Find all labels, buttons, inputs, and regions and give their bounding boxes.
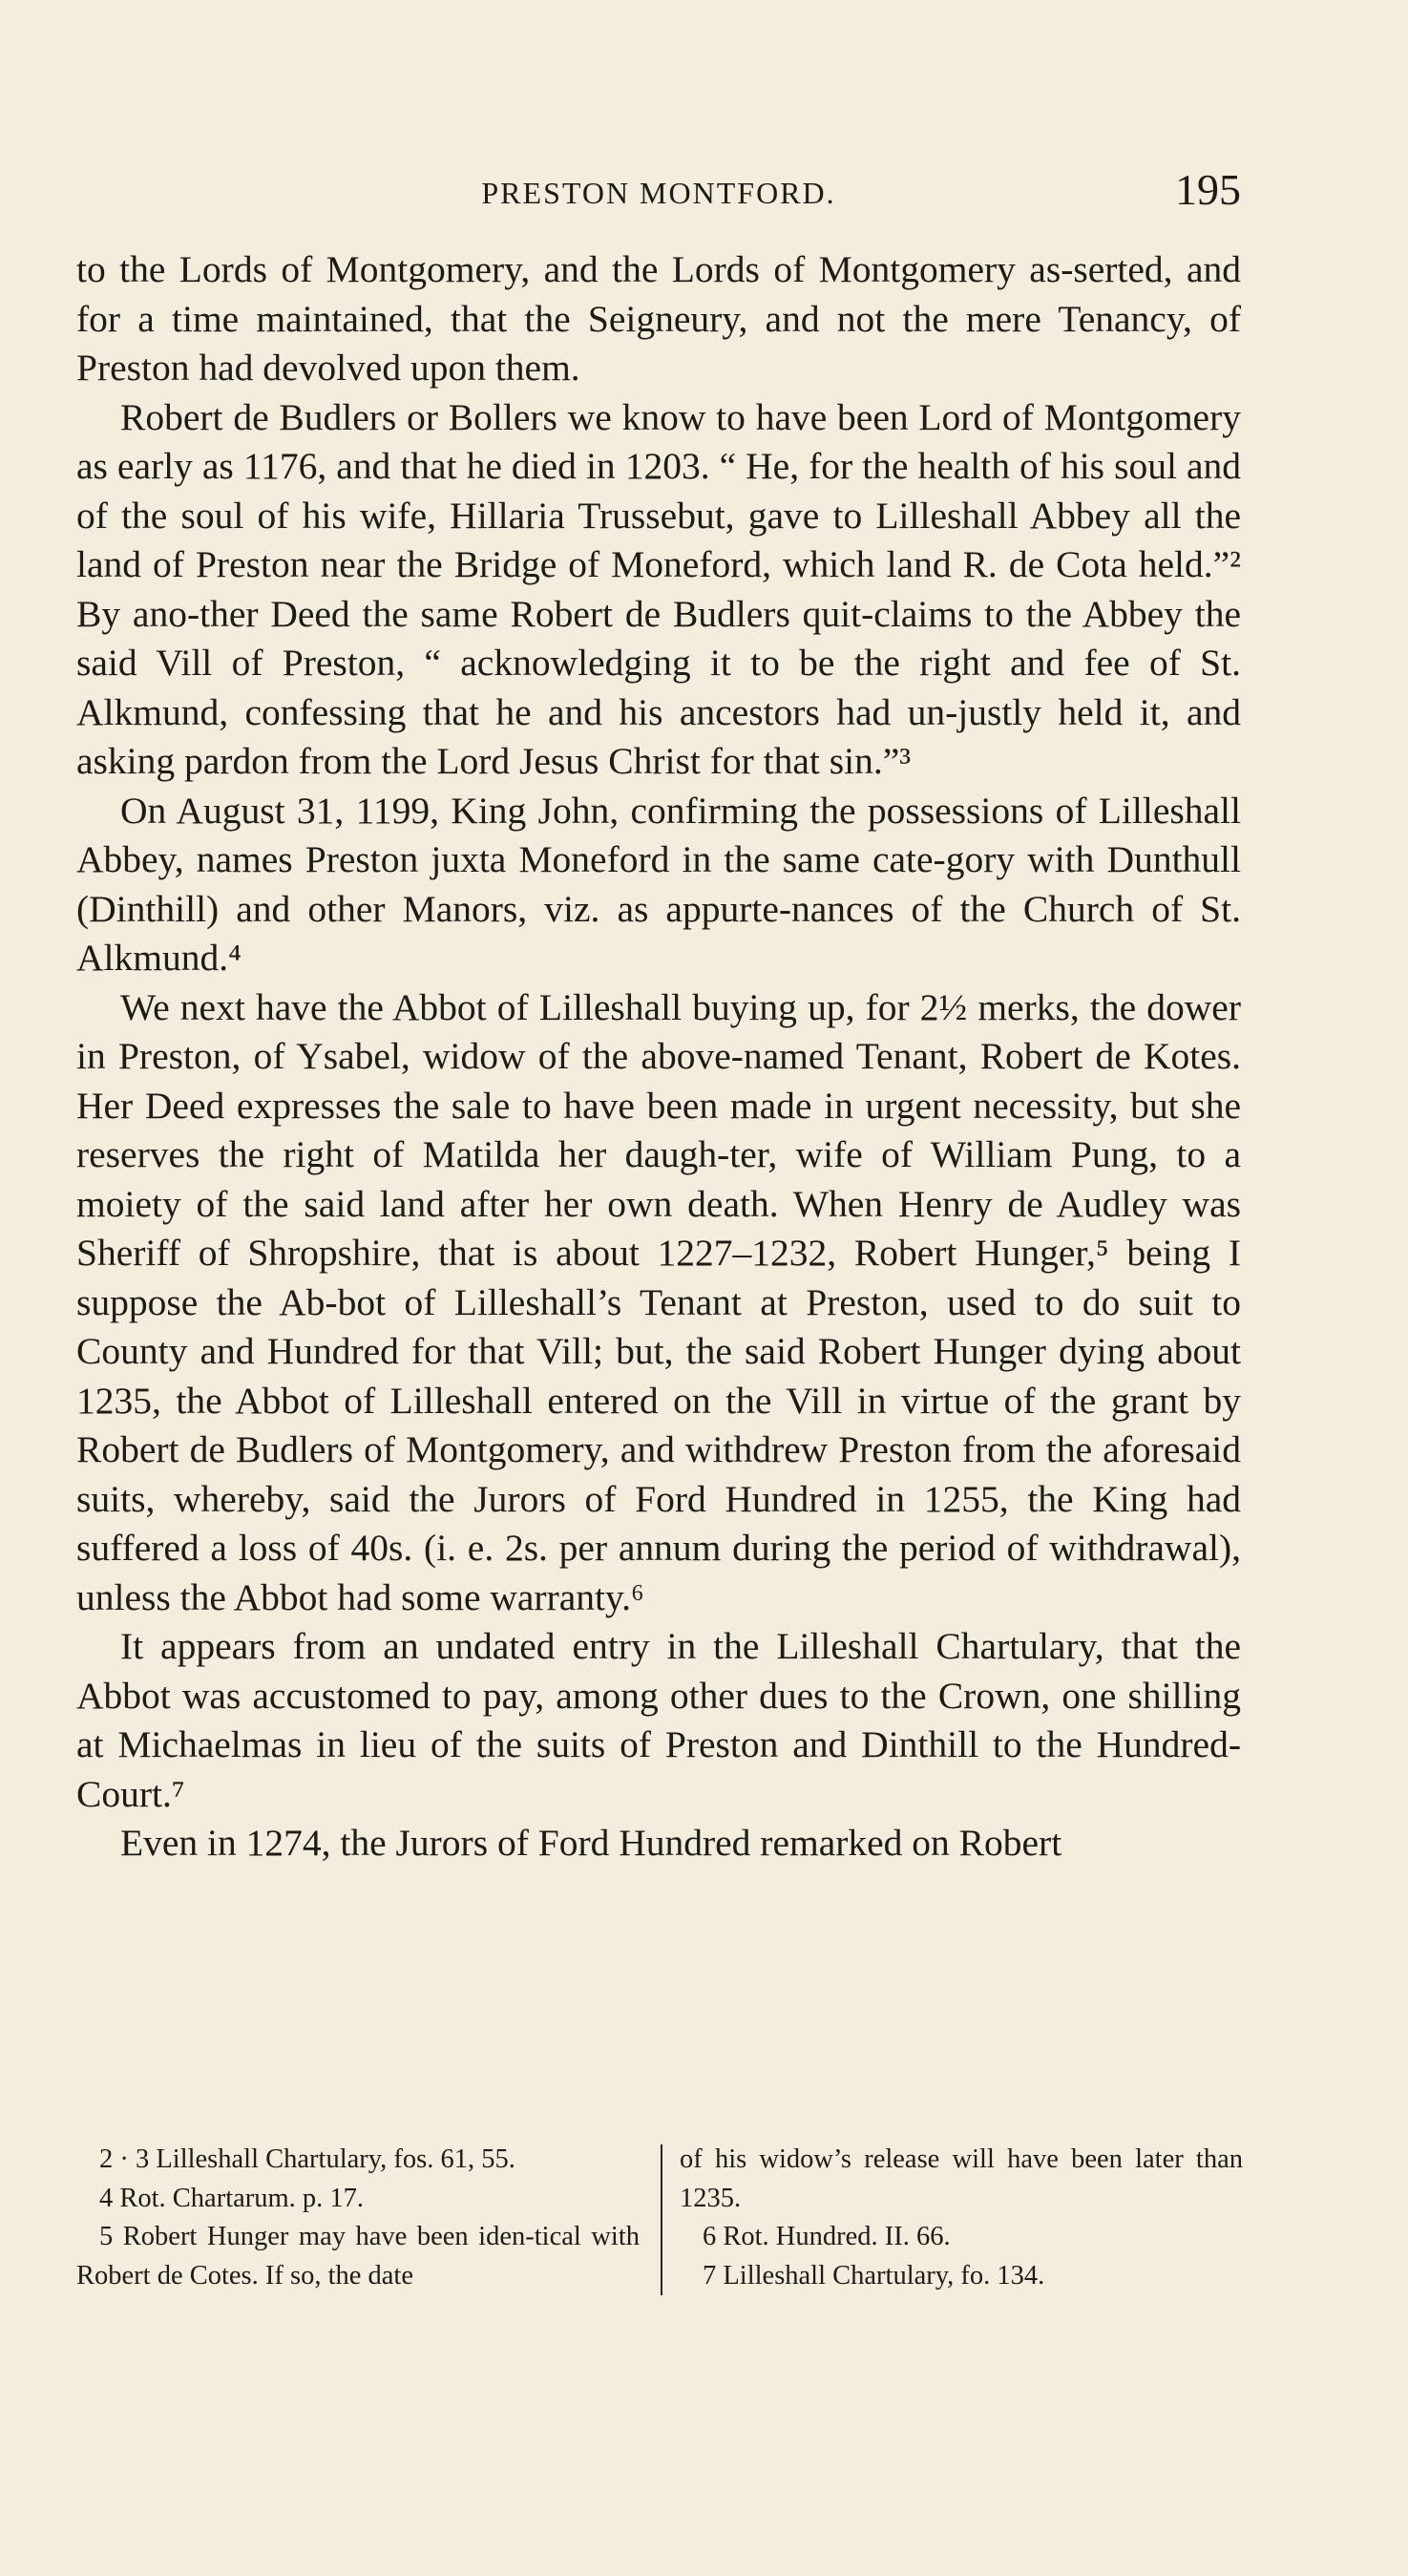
footnote-5-continued: of his widow’s release will have been later than 1235. — [680, 2144, 1243, 2213]
page-number: 195 — [1175, 165, 1241, 214]
paragraph-3: On August 31, 1199, King John, confirming the possessions of Lilleshall Abbey, names Preston juxta Moneford in the same cate-gory with Dunthull (Dinthill) and other Manors, viz. as appurte-nances of the Church of St. Alkmund.⁴ — [76, 789, 1241, 979]
footnotes-right-column — [680, 2141, 1243, 2295]
paragraph-6: Even in 1274, the Jurors of Ford Hundred remarked on Robert — [120, 1822, 1062, 1864]
footnote-2-3: 2 · 3 Lilleshall Chartulary, fos. 61, 55. — [99, 2144, 515, 2174]
paragraph-2: Robert de Budlers or Bollers we know to have been Lord of Montgomery as early as 1176, and that he died in 1203. “ He, for the health of his soul and of the soul of his wife, Hillaria Trussebut, gave to Lilleshall Abbey all the land of Preston near the Bridge of Moneford, which land R. de Cota held.”² By ano-ther Deed the same Robert de Budlers quit-claims to the Abbey the said Vill of Preston, “ acknowledging it to be the right and fee of St. Alkmund, confessing that he and his ancestors had un-justly held it, and asking pardon from the Lord Jesus Christ for that sin.”³ — [76, 395, 1241, 782]
running-head: PRESTON MONTFORD. — [481, 176, 836, 210]
paragraph-1: to the Lords of Montgomery, and the Lords of Montgomery as-serted, and for a time maintained, that the Seigneury, and not the mere Tenancy, of Preston had devolved upon them. — [76, 248, 1241, 389]
footnote-5: 5 Robert Hunger may have been iden-tical with Robert de Cotes. If so, the date — [76, 2222, 640, 2291]
footnote-column-divider — [661, 2144, 662, 2295]
footnote-6: 6 Rot. Hundred. II. 66. — [703, 2222, 951, 2251]
footnote-7: 7 Lilleshall Chartulary, fo. 134. — [703, 2260, 1045, 2291]
body-text — [76, 245, 1241, 1869]
footnote-4: 4 Rot. Chartarum. p. 17. — [99, 2183, 365, 2213]
footnotes-left-column — [76, 2141, 640, 2295]
page-header — [76, 164, 1241, 222]
paragraph-5: It appears from an undated entry in the Lilleshall Chartulary, that the Abbot was accustomed to pay, among other dues to the Crown, one shilling at Michaelmas in lieu of the suits of Preston and Dinthill to the Hundred-Court.⁷ — [76, 1625, 1241, 1815]
paragraph-4: We next have the Abbot of Lilleshall buying up, for 2½ merks, the dower in Preston, of Ysabel, widow of the above-named Tenant, Robert de Kotes. Her Deed expresses the sale to have been made in urgent necessity, but she reserves the right of Matilda her daugh-ter, wife of William Pung, to a moiety of the said land after her own death. When Henry de Audley was Sheriff of Shropshire, that is about 1227–1232, Robert Hunger,⁵ being I suppose the Ab-bot of Lilleshall’s Tenant at Preston, used to do suit to County and Hundred for that Vill; but, the said Robert Hunger dying about 1235, the Abbot of Lilleshall entered on the Vill in virtue of the grant by Robert de Budlers of Montgomery, and withdrew Preston from the aforesaid suits, whereby, said the Jurors of Ford Hundred in 1255, the King had suffered a loss of 40s. (i. e. 2s. per annum during the period of withdrawal), unless the Abbot had some warranty.⁶ — [76, 985, 1241, 1618]
